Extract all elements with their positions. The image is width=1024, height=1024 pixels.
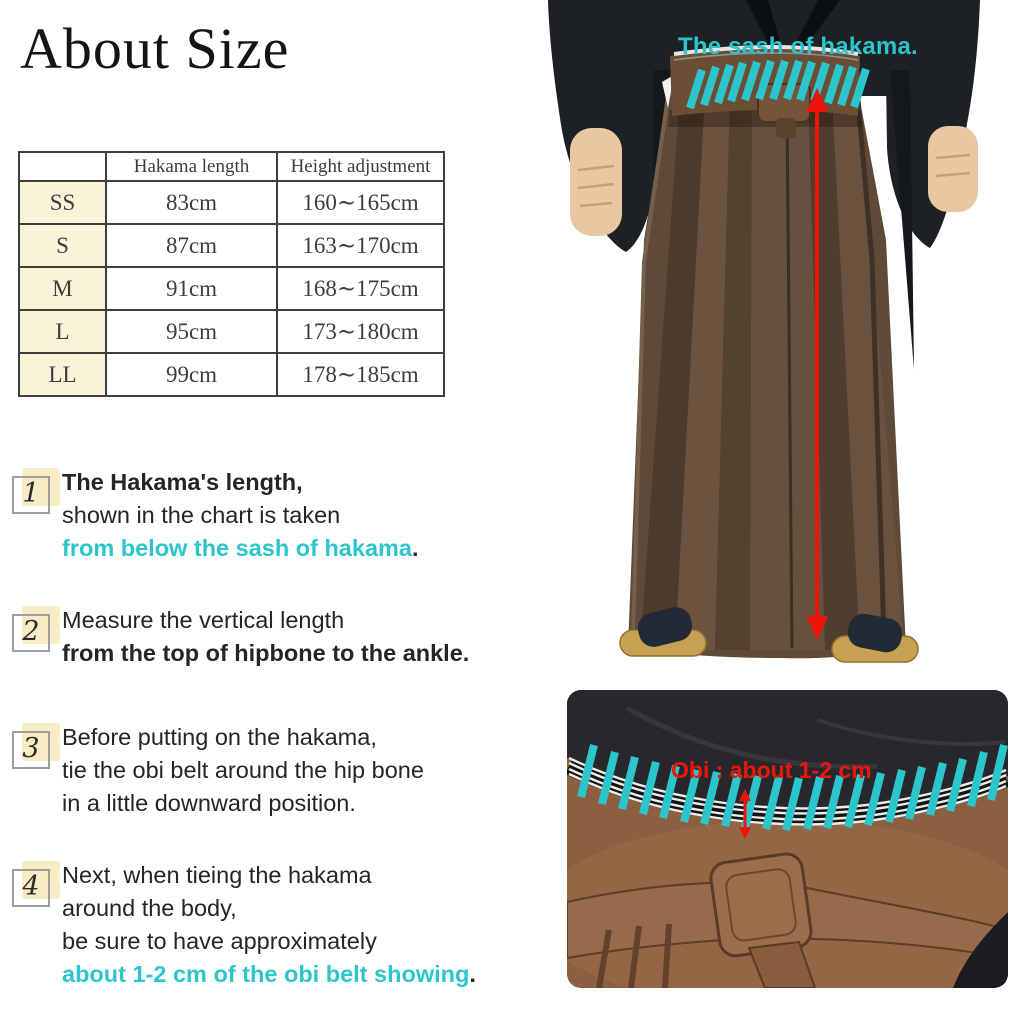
header-cell-height: Height adjustment — [277, 152, 444, 181]
left-hand — [570, 128, 622, 236]
instruction-text: The Hakama's length, shown in the chart is taken from below the sash of hakama. — [62, 469, 419, 561]
size-cell: SS — [19, 181, 106, 224]
table-header-row — [19, 152, 444, 181]
length-cell: 87cm — [106, 224, 277, 267]
instruction-step-3 — [12, 721, 532, 820]
obi-closeup-illustration — [567, 690, 1008, 988]
obi-closeup-photo — [567, 690, 1008, 988]
step-number: 4 — [22, 871, 40, 902]
page-title: About Size — [20, 16, 290, 81]
size-cell: LL — [19, 353, 106, 396]
height-cell: 173∼180cm — [277, 310, 444, 353]
length-cell: 83cm — [106, 181, 277, 224]
table-row — [19, 353, 444, 396]
height-cell: 163∼170cm — [277, 224, 444, 267]
table-row — [19, 224, 444, 267]
step-number-badge — [12, 861, 60, 909]
instruction-step-1 — [12, 466, 532, 565]
header-cell-empty — [19, 152, 106, 181]
step-number-badge — [12, 606, 60, 654]
step-number-badge — [12, 723, 60, 771]
size-cell: S — [19, 224, 106, 267]
size-cell: L — [19, 310, 106, 353]
step-number: 2 — [22, 616, 40, 647]
length-cell: 95cm — [106, 310, 277, 353]
length-cell: 91cm — [106, 267, 277, 310]
instruction-text: Measure the vertical length from the top of hipbone to the ankle. — [62, 607, 470, 666]
length-cell: 99cm — [106, 353, 277, 396]
right-hand — [928, 126, 978, 212]
size-table — [18, 151, 445, 397]
step-number-badge — [12, 468, 60, 516]
step-number: 1 — [22, 478, 40, 509]
instruction-step-4 — [12, 859, 532, 991]
height-cell: 178∼185cm — [277, 353, 444, 396]
table-row — [19, 267, 444, 310]
size-cell: M — [19, 267, 106, 310]
sash-caption: The sash of hakama. — [678, 33, 918, 60]
obi-caption: Obi : about 1-2 cm — [671, 757, 872, 783]
height-cell: 160∼165cm — [277, 181, 444, 224]
table-row — [19, 310, 444, 353]
main-photo — [540, 0, 1024, 666]
hakama-model-illustration — [540, 0, 1024, 666]
table-row — [19, 181, 444, 224]
instruction-text: Before putting on the hakama, tie the obi belt around the hip bone in a little downward position. — [62, 724, 424, 816]
height-cell: 168∼175cm — [277, 267, 444, 310]
instruction-step-2 — [12, 604, 532, 670]
step-number: 3 — [22, 733, 40, 764]
header-cell-length: Hakama length — [106, 152, 277, 181]
instruction-text: Next, when tieing the hakama around the body, be sure to have approximately about 1-2 cm of the obi belt showing. — [62, 862, 476, 987]
